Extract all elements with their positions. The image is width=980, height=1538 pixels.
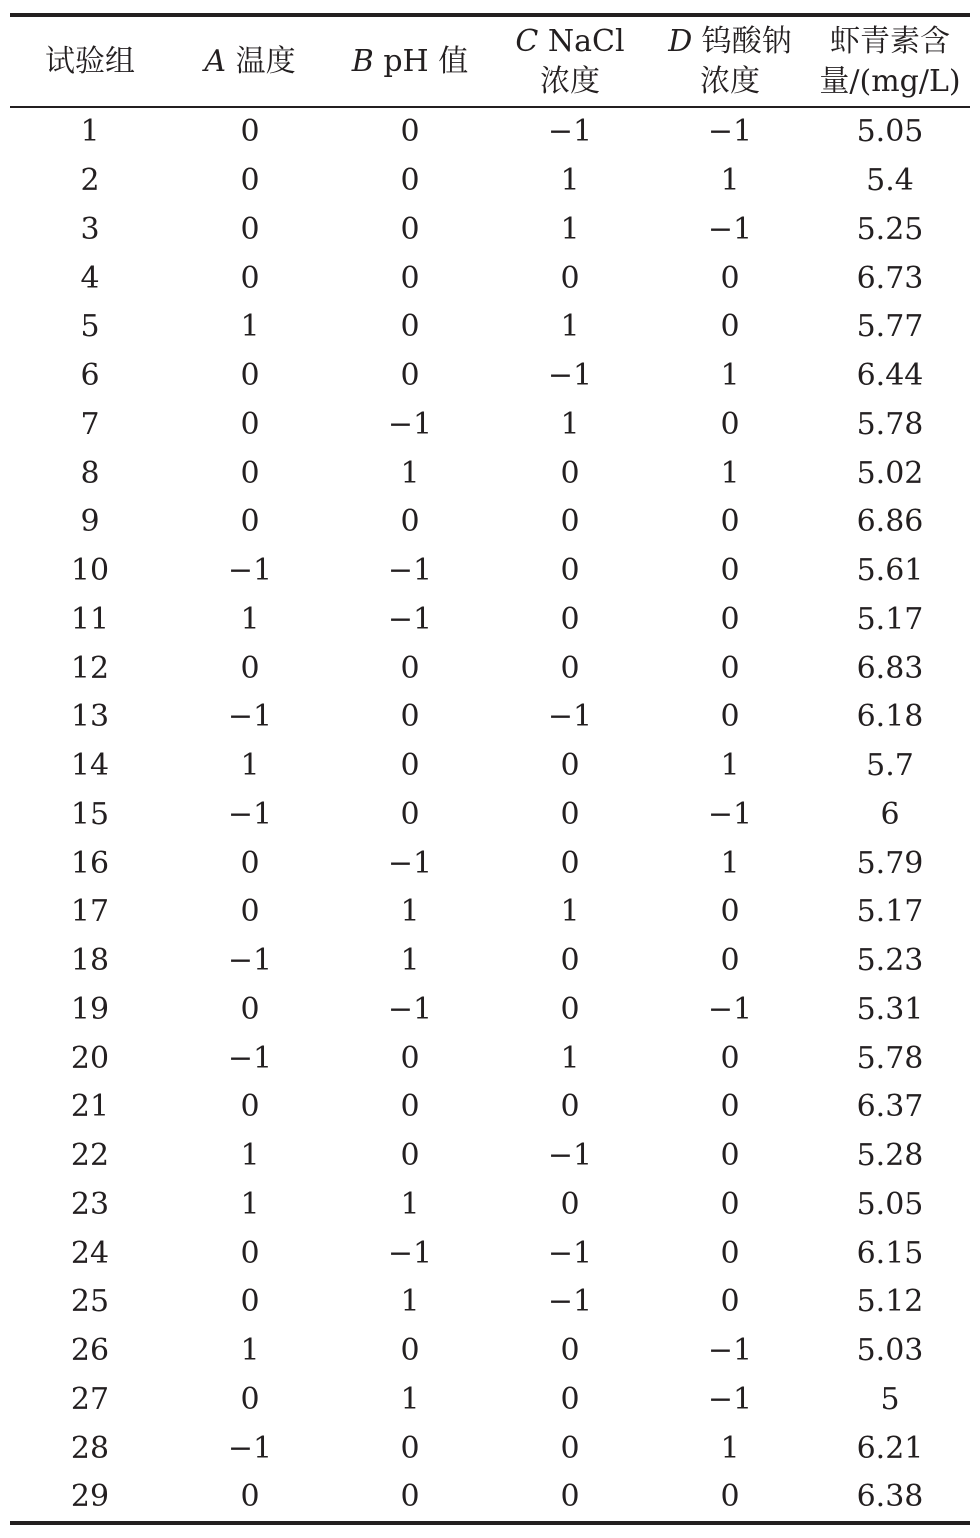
table-row [10, 449, 970, 498]
cell-temperature: 0 [240, 894, 260, 930]
header-ph [330, 17, 490, 106]
cell-temperature: 0 [240, 1284, 260, 1320]
cell-tungstate: −1 [707, 1333, 753, 1369]
cell-ph: 0 [400, 1430, 420, 1466]
cell-astaxanthin: 6.44 [856, 358, 924, 394]
cell-nacl: 0 [560, 1333, 580, 1369]
cell-astaxanthin: 5.23 [856, 943, 924, 979]
header-astaxanthin-label: 虾青素含 [830, 23, 950, 59]
cell-temperature: 1 [240, 1138, 260, 1174]
cell-tungstate: 1 [720, 163, 740, 199]
cell-group: 7 [80, 406, 100, 442]
cell-nacl: 0 [560, 455, 580, 491]
cell-nacl: 0 [560, 1430, 580, 1466]
cell-astaxanthin: 5.31 [856, 991, 924, 1027]
table-row [10, 1473, 970, 1522]
cell-ph: 1 [400, 1381, 420, 1417]
cell-temperature: 0 [240, 1381, 260, 1417]
cell-temperature: 0 [240, 650, 260, 686]
cell-tungstate: 0 [720, 1284, 740, 1320]
table-row [10, 547, 970, 596]
cell-nacl: −1 [547, 358, 593, 394]
cell-nacl: 0 [560, 991, 580, 1027]
cell-ph: 0 [400, 260, 420, 296]
table-row [10, 693, 970, 742]
cell-ph: −1 [387, 553, 433, 589]
cell-temperature: 1 [240, 601, 260, 637]
cell-temperature: 0 [240, 504, 260, 540]
cell-nacl: 1 [560, 406, 580, 442]
cell-astaxanthin: 5.17 [856, 894, 924, 930]
cell-nacl: 0 [560, 1381, 580, 1417]
cell-tungstate: −1 [707, 796, 753, 832]
table-row [10, 1181, 970, 1230]
table-row [10, 937, 970, 986]
table-row [10, 401, 970, 450]
cell-nacl: 1 [560, 163, 580, 199]
table-row [10, 254, 970, 303]
cell-nacl: 1 [560, 211, 580, 247]
cell-ph: −1 [387, 991, 433, 1027]
header-astaxanthin [810, 17, 970, 106]
cell-group: 2 [80, 163, 100, 199]
cell-astaxanthin: 5.05 [856, 1186, 924, 1222]
cell-temperature: 0 [240, 406, 260, 442]
cell-temperature: −1 [227, 943, 273, 979]
cell-nacl: 0 [560, 943, 580, 979]
cell-temperature: 1 [240, 309, 260, 345]
cell-tungstate: 0 [720, 943, 740, 979]
cell-group: 27 [70, 1381, 110, 1417]
cell-temperature: 0 [240, 211, 260, 247]
cell-group: 14 [70, 748, 110, 784]
cell-tungstate: 1 [720, 845, 740, 881]
cell-temperature: −1 [227, 796, 273, 832]
cell-ph: 1 [400, 943, 420, 979]
table-row [10, 1376, 970, 1425]
cell-astaxanthin: 5.25 [856, 211, 924, 247]
cell-group: 12 [70, 650, 110, 686]
cell-tungstate: 0 [720, 650, 740, 686]
cell-group: 23 [70, 1186, 110, 1222]
header-tungstate-label-line2: 浓度 [700, 63, 760, 99]
table-row [10, 1278, 970, 1327]
table-row [10, 1229, 970, 1278]
cell-temperature: 0 [240, 1089, 260, 1125]
header-ph-label: pH 值 [373, 43, 469, 79]
table-body [10, 106, 970, 1522]
cell-ph: 0 [400, 309, 420, 345]
cell-temperature: 0 [240, 455, 260, 491]
cell-tungstate: 0 [720, 406, 740, 442]
cell-group: 25 [70, 1284, 110, 1320]
table-header [10, 17, 970, 106]
cell-ph: −1 [387, 601, 433, 637]
table-row [10, 888, 970, 937]
cell-temperature: 0 [240, 163, 260, 199]
cell-nacl: −1 [547, 1138, 593, 1174]
cell-astaxanthin: 6.83 [856, 650, 924, 686]
header-nacl-label: NaCl [538, 23, 625, 59]
cell-nacl: 0 [560, 1186, 580, 1222]
cell-tungstate: 1 [720, 1430, 740, 1466]
cell-ph: 0 [400, 748, 420, 784]
cell-group: 8 [80, 455, 100, 491]
cell-ph: 0 [400, 1333, 420, 1369]
cell-group: 9 [80, 504, 100, 540]
cell-astaxanthin: 6.15 [856, 1235, 924, 1271]
cell-tungstate: −1 [707, 114, 753, 150]
cell-nacl: 0 [560, 504, 580, 540]
cell-nacl: 0 [560, 553, 580, 589]
cell-astaxanthin: 5.03 [856, 1333, 924, 1369]
cell-ph: 0 [400, 1479, 420, 1515]
cell-ph: 0 [400, 1138, 420, 1174]
header-group [10, 17, 170, 106]
table-row [10, 839, 970, 888]
cell-temperature: 1 [240, 1333, 260, 1369]
cell-astaxanthin: 6.86 [856, 504, 924, 540]
cell-nacl: 0 [560, 260, 580, 296]
table-row [10, 157, 970, 206]
cell-tungstate: 0 [720, 1479, 740, 1515]
cell-nacl: 0 [560, 601, 580, 637]
header-tungstate [650, 17, 810, 106]
header-astaxanthin-unit: 量/(mg/L) [819, 63, 961, 99]
cell-temperature: −1 [227, 1040, 273, 1076]
cell-temperature: −1 [227, 699, 273, 735]
cell-temperature: 1 [240, 748, 260, 784]
cell-tungstate: 0 [720, 1186, 740, 1222]
cell-tungstate: −1 [707, 991, 753, 1027]
cell-group: 20 [70, 1040, 110, 1076]
cell-temperature: 1 [240, 1186, 260, 1222]
cell-tungstate: 0 [720, 601, 740, 637]
cell-group: 21 [70, 1089, 110, 1125]
cell-tungstate: 0 [720, 504, 740, 540]
cell-group: 4 [80, 260, 100, 296]
cell-astaxanthin: 5.77 [856, 309, 924, 345]
table-row [10, 106, 970, 157]
cell-tungstate: 0 [720, 894, 740, 930]
table-row [10, 498, 970, 547]
cell-astaxanthin: 5.28 [856, 1138, 924, 1174]
cell-tungstate: −1 [707, 1381, 753, 1417]
table-row [10, 1083, 970, 1132]
cell-nacl: −1 [547, 1284, 593, 1320]
cell-astaxanthin: 5.79 [856, 845, 924, 881]
cell-group: 19 [70, 991, 110, 1027]
cell-group: 11 [70, 601, 110, 637]
cell-astaxanthin: 5.78 [856, 1040, 924, 1076]
cell-tungstate: 0 [720, 699, 740, 735]
cell-tungstate: 1 [720, 358, 740, 394]
table-row [10, 1327, 970, 1376]
cell-group: 26 [70, 1333, 110, 1369]
cell-group: 3 [80, 211, 100, 247]
cell-nacl: 0 [560, 650, 580, 686]
cell-ph: 0 [400, 163, 420, 199]
table-row [10, 206, 970, 255]
cell-group: 1 [80, 114, 100, 150]
cell-astaxanthin: 5.78 [856, 406, 924, 442]
cell-tungstate: 1 [720, 748, 740, 784]
header-tungstate-var: D [668, 23, 693, 59]
table-row [10, 644, 970, 693]
table-row [10, 596, 970, 645]
cell-temperature: 0 [240, 1235, 260, 1271]
cell-tungstate: 0 [720, 309, 740, 345]
cell-astaxanthin: 6.18 [856, 699, 924, 735]
table-row [10, 352, 970, 401]
table-row [10, 986, 970, 1035]
cell-astaxanthin: 5.61 [856, 553, 924, 589]
cell-ph: −1 [387, 1235, 433, 1271]
table-row [10, 791, 970, 840]
cell-group: 18 [70, 943, 110, 979]
cell-astaxanthin: 5.02 [856, 455, 924, 491]
cell-ph: 0 [400, 504, 420, 540]
cell-astaxanthin: 6.73 [856, 260, 924, 296]
cell-temperature: 0 [240, 260, 260, 296]
cell-astaxanthin: 6.21 [856, 1430, 924, 1466]
cell-temperature: −1 [227, 553, 273, 589]
cell-group: 15 [70, 796, 110, 832]
experiment-table [10, 17, 970, 1522]
cell-group: 16 [70, 845, 110, 881]
cell-ph: 0 [400, 650, 420, 686]
cell-ph: 1 [400, 1186, 420, 1222]
cell-tungstate: 0 [720, 553, 740, 589]
cell-tungstate: 0 [720, 1235, 740, 1271]
cell-astaxanthin: 6.37 [856, 1089, 924, 1125]
header-nacl [490, 17, 650, 106]
cell-nacl: 0 [560, 1089, 580, 1125]
header-row [10, 17, 970, 106]
cell-nacl: 1 [560, 894, 580, 930]
cell-group: 6 [80, 358, 100, 394]
cell-astaxanthin: 5.05 [856, 114, 924, 150]
cell-group: 5 [80, 309, 100, 345]
header-temperature-var: A [204, 43, 227, 79]
cell-group: 13 [70, 699, 110, 735]
header-temperature-label: 温度 [226, 43, 296, 79]
cell-astaxanthin: 5.12 [856, 1284, 924, 1320]
table-row [10, 303, 970, 352]
cell-ph: 0 [400, 211, 420, 247]
cell-ph: 1 [400, 1284, 420, 1320]
cell-nacl: 0 [560, 796, 580, 832]
cell-astaxanthin: 6.38 [856, 1479, 924, 1515]
cell-nacl: 1 [560, 1040, 580, 1076]
cell-temperature: 0 [240, 114, 260, 150]
cell-ph: 0 [400, 114, 420, 150]
table-row [10, 742, 970, 791]
cell-ph: −1 [387, 845, 433, 881]
cell-nacl: −1 [547, 114, 593, 150]
cell-group: 22 [70, 1138, 110, 1174]
cell-group: 17 [70, 894, 110, 930]
cell-temperature: −1 [227, 1430, 273, 1466]
cell-tungstate: 0 [720, 1089, 740, 1125]
cell-group: 10 [70, 553, 110, 589]
cell-group: 28 [70, 1430, 110, 1466]
cell-ph: 0 [400, 796, 420, 832]
cell-ph: −1 [387, 406, 433, 442]
header-tungstate-label: 钨酸钠 [692, 23, 792, 59]
header-nacl-label-line2: 浓度 [540, 63, 600, 99]
cell-astaxanthin: 5.17 [856, 601, 924, 637]
cell-nacl: 0 [560, 748, 580, 784]
cell-ph: 0 [400, 1040, 420, 1076]
cell-ph: 0 [400, 358, 420, 394]
cell-temperature: 0 [240, 845, 260, 881]
header-ph-var: B [351, 43, 374, 79]
cell-tungstate: 0 [720, 1040, 740, 1076]
cell-astaxanthin: 5.7 [866, 748, 914, 784]
cell-temperature: 0 [240, 358, 260, 394]
cell-ph: 0 [400, 1089, 420, 1125]
cell-nacl: −1 [547, 699, 593, 735]
table-row [10, 1424, 970, 1473]
cell-temperature: 0 [240, 1479, 260, 1515]
cell-nacl: −1 [547, 1235, 593, 1271]
cell-ph: 1 [400, 894, 420, 930]
cell-nacl: 0 [560, 1479, 580, 1515]
cell-astaxanthin: 5.4 [866, 163, 914, 199]
table-row [10, 1034, 970, 1083]
cell-tungstate: 1 [720, 455, 740, 491]
cell-group: 29 [70, 1479, 110, 1515]
cell-nacl: 0 [560, 845, 580, 881]
table-row [10, 1132, 970, 1181]
cell-temperature: 0 [240, 991, 260, 1027]
cell-tungstate: −1 [707, 211, 753, 247]
cell-nacl: 1 [560, 309, 580, 345]
cell-astaxanthin: 6 [880, 796, 900, 832]
cell-ph: 1 [400, 455, 420, 491]
header-temperature [170, 17, 330, 106]
header-nacl-var: C [515, 23, 539, 59]
cell-group: 24 [70, 1235, 110, 1271]
header-group-label: 试验组 [45, 43, 135, 79]
cell-ph: 0 [400, 699, 420, 735]
cell-astaxanthin: 5 [880, 1381, 900, 1417]
cell-tungstate: 0 [720, 1138, 740, 1174]
cell-tungstate: 0 [720, 260, 740, 296]
